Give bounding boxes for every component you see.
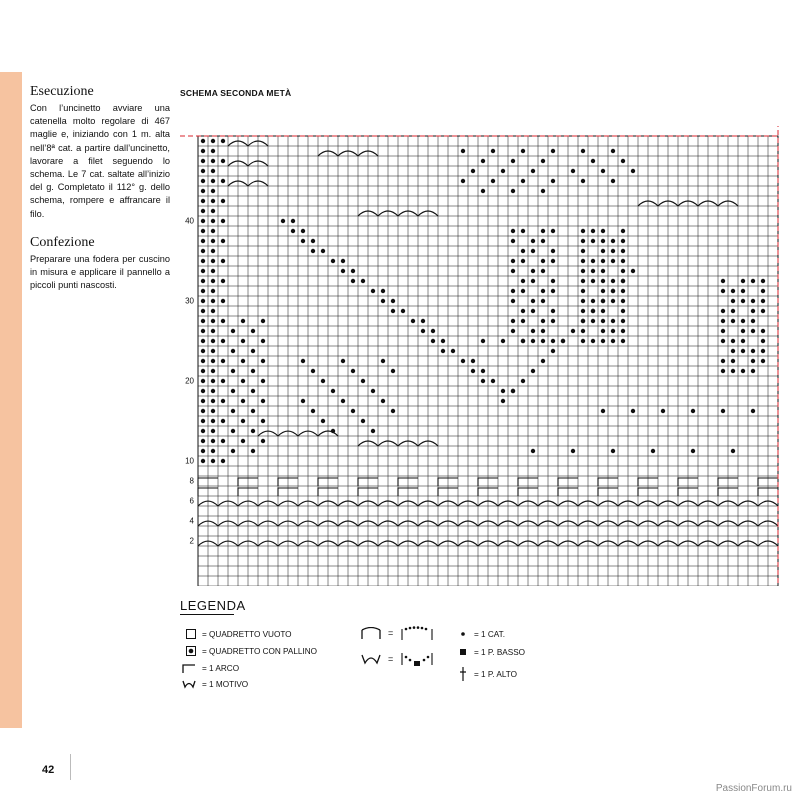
- motif-icon: [182, 679, 196, 689]
- row-label-30: 30: [185, 296, 194, 306]
- row-label-4: 4: [189, 516, 194, 526]
- legend-item-chain: = 1 CAT.: [458, 629, 505, 639]
- legend-item-arch: = 1 ARCO: [182, 663, 239, 673]
- legend-item-motif: = 1 MOTIVO: [182, 679, 248, 689]
- legend-title: LEGENDA: [180, 598, 246, 613]
- single-crochet-icon: [458, 647, 468, 657]
- page-number: 42: [42, 764, 55, 776]
- execution-text: Con l’uncinetto avviare una catenella molto regolare di 467 maglie e, iniziando con 1 m. alta nell’8ª cat. a partire dall’uncinetto, lavorare a filet seguendo lo schema. Le 7 cat. saltate all’inizio del g. Completato il 112° g. dello schema, rompere e affrancare il filo.: [30, 103, 170, 219]
- execution-heading: Esecuzione: [30, 84, 94, 99]
- chain-icon: [458, 629, 468, 639]
- row-label-6: 6: [189, 496, 194, 506]
- schema-title: SCHEMA SECONDA METÀ: [180, 88, 292, 98]
- legend-diagram-arch: =: [360, 626, 435, 640]
- row-label-2: 2: [189, 536, 194, 546]
- finishing-heading: Confezione: [30, 234, 95, 250]
- filet-chart: [180, 126, 780, 586]
- row-label-20: 20: [185, 376, 194, 386]
- row-label-40: 40: [185, 216, 194, 226]
- legend-underline: [180, 614, 234, 615]
- side-accent-strip: [0, 72, 22, 728]
- finishing-text: Preparare una fodera per cuscino in misura e applicare il pannello a piccoli punti nascosti.: [30, 253, 170, 291]
- row-label-10: 10: [185, 456, 194, 466]
- legend-item-double-crochet: = 1 P. ALTO: [458, 666, 517, 682]
- page-number-divider: [70, 754, 71, 780]
- legend-item-single-crochet: = 1 P. BASSO: [458, 647, 525, 657]
- dotted-square-icon: [186, 646, 196, 656]
- legend-item-empty-square: = QUADRETTO VUOTO: [186, 629, 292, 639]
- row-label-8: 8: [189, 476, 194, 486]
- arch-icon: [182, 663, 196, 673]
- double-crochet-icon: [458, 666, 468, 682]
- legend-item-dotted-square: = QUADRETTO CON PALLINO: [186, 646, 317, 656]
- empty-square-icon: [186, 629, 196, 639]
- watermark: PassionForum.ru: [715, 783, 792, 794]
- instructions-column: [30, 84, 170, 292]
- legend-diagram-motif: =: [360, 651, 435, 667]
